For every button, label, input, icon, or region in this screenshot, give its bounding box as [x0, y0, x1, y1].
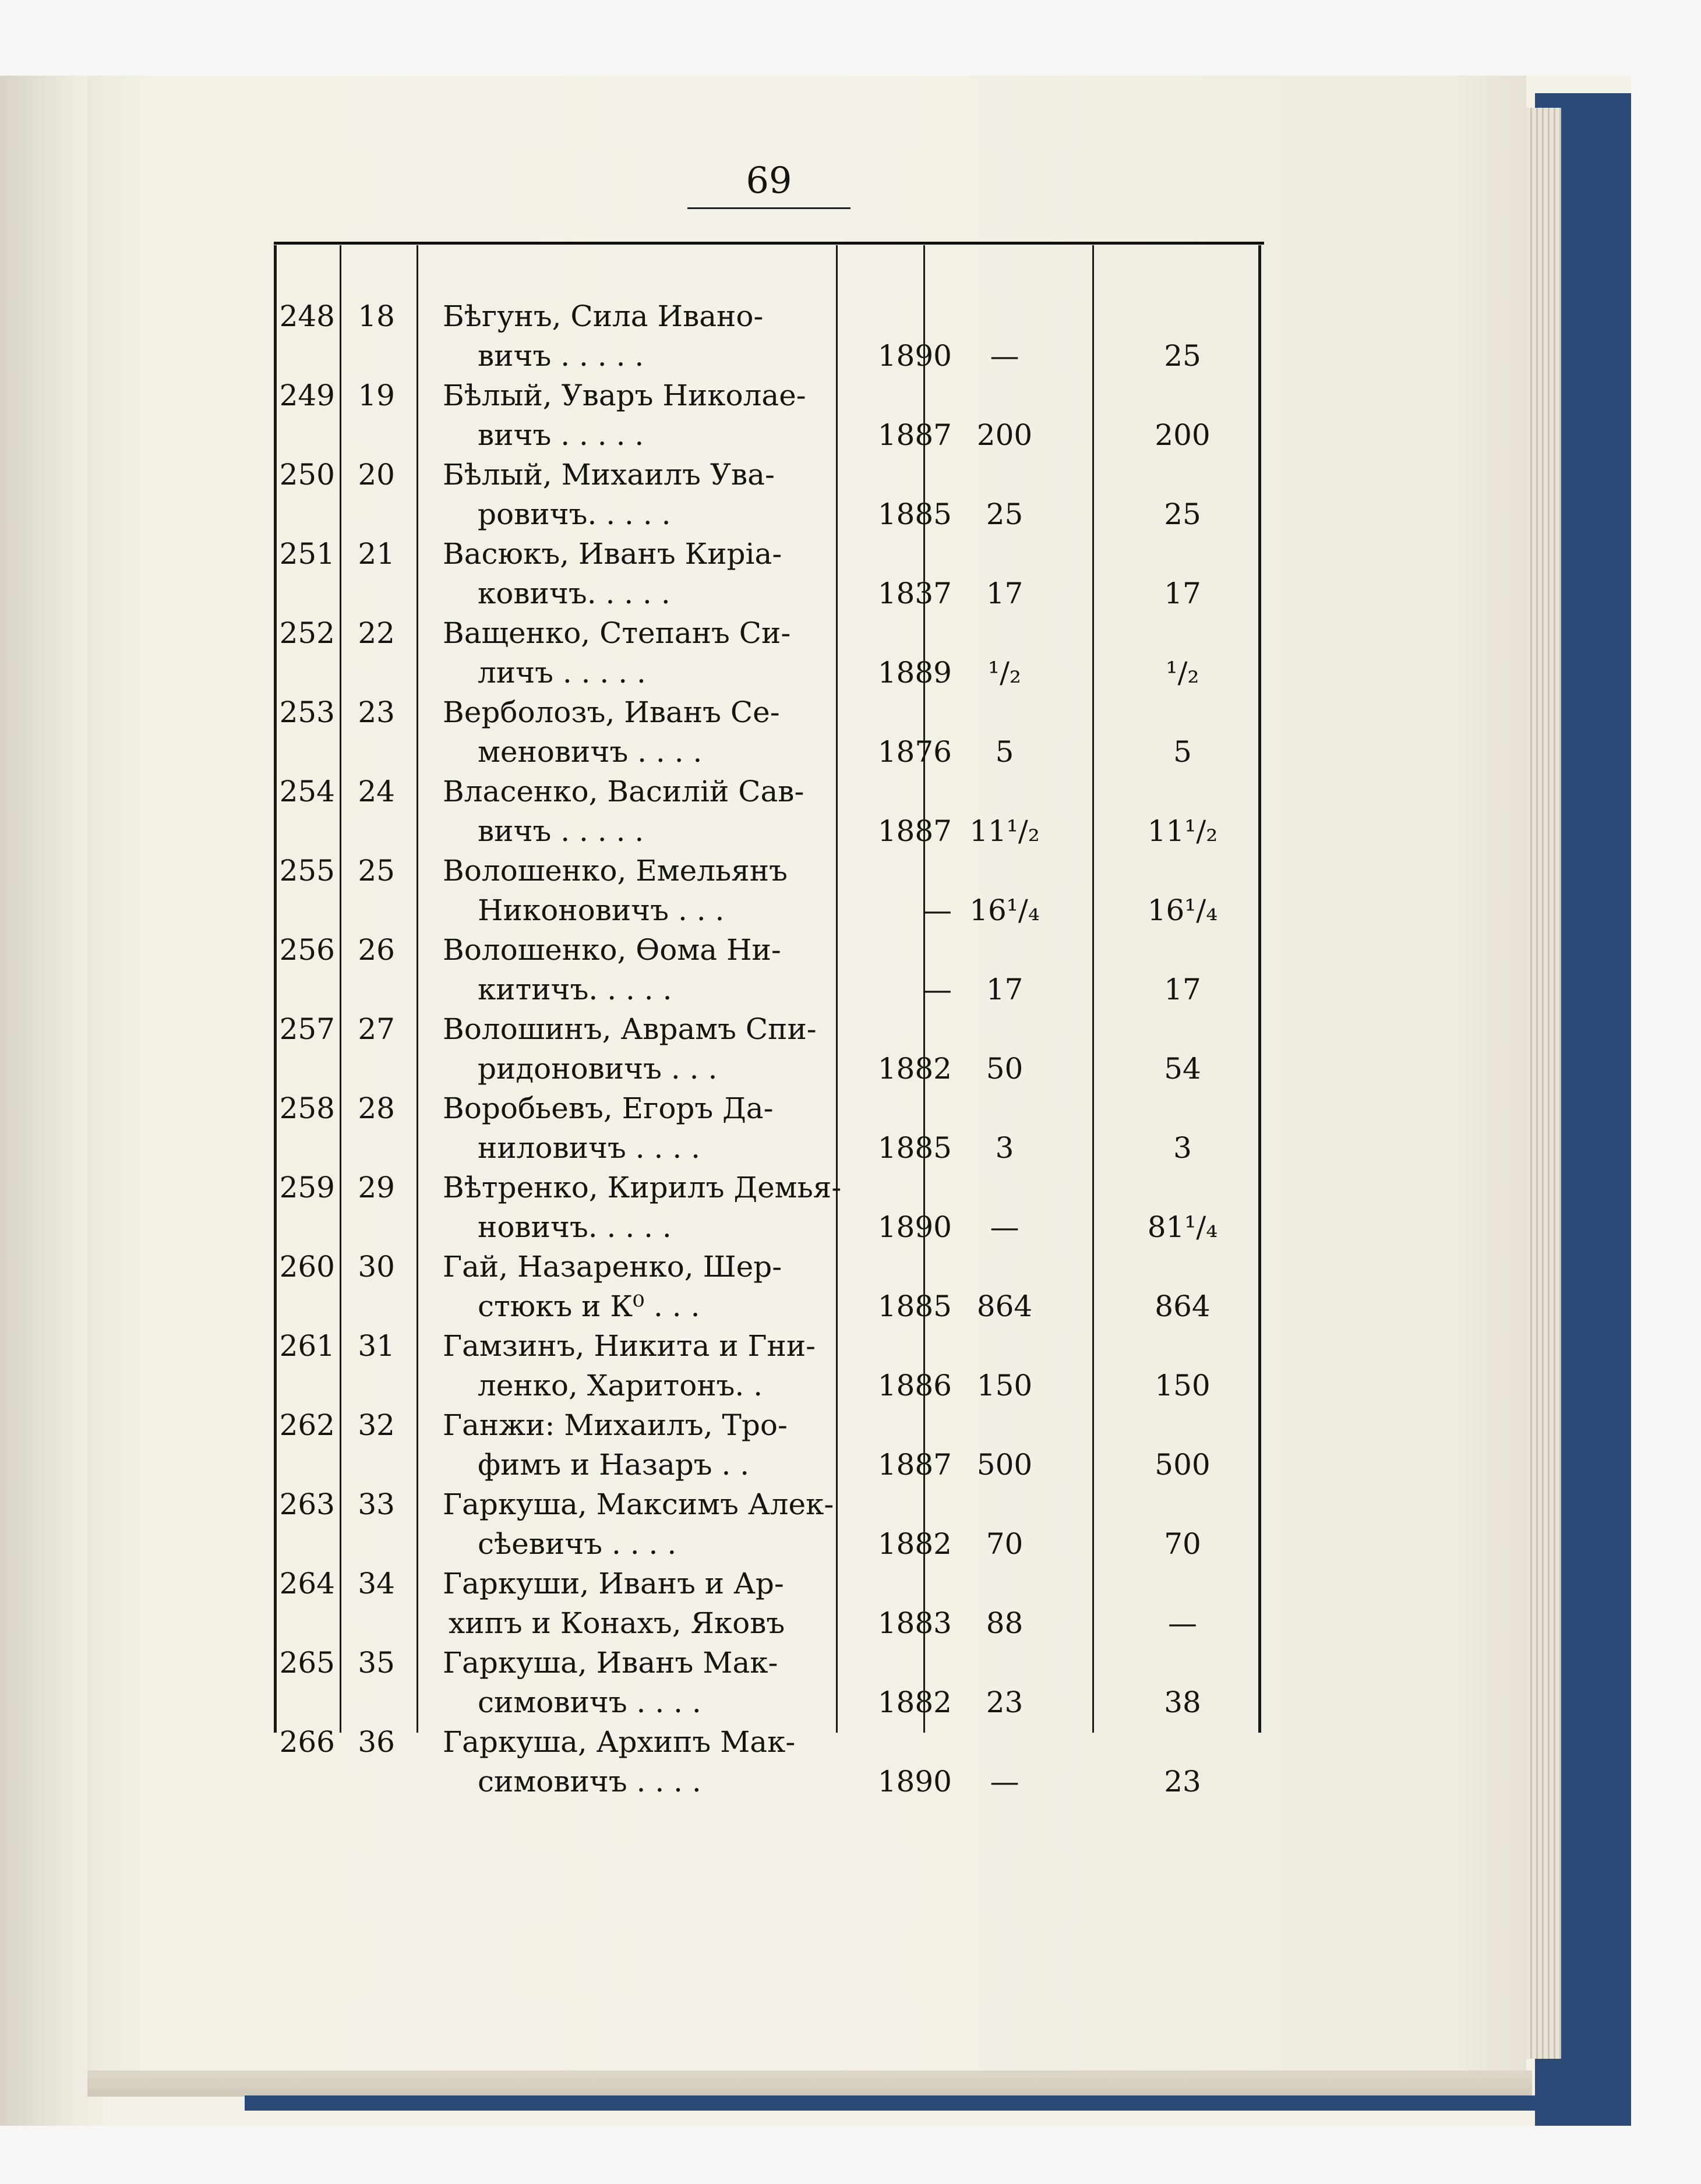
table-row: [274, 1089, 1264, 1168]
row-local-number: 30: [358, 1250, 395, 1284]
row-amount-1: 150: [976, 1369, 1033, 1402]
row-name-continuation: сѣевичъ . . . .: [478, 1527, 677, 1561]
row-local-number: 25: [358, 854, 395, 888]
row-amount-2: 25: [1164, 339, 1201, 373]
row-name-continuation: фимъ и Назаръ . .: [478, 1448, 750, 1482]
page-number-rule: [687, 207, 850, 209]
table-row: [274, 535, 1264, 614]
row-total-number: 250: [279, 458, 335, 492]
row-amount-1: 88: [986, 1606, 1024, 1640]
row-local-number: 31: [358, 1329, 395, 1363]
row-name: Волошинъ, Аврамъ Спи-: [443, 1012, 817, 1046]
row-amount-2: 11¹/₂: [1147, 814, 1218, 848]
row-amount-1: 864: [976, 1289, 1033, 1323]
row-amount-1: 50: [986, 1052, 1024, 1086]
row-name: Гамзинъ, Никита и Гни-: [443, 1329, 816, 1363]
row-total-number: 263: [279, 1487, 335, 1521]
row-name: Ганжи: Михаилъ, Тро-: [443, 1408, 788, 1442]
row-year: —: [923, 973, 952, 1006]
row-local-number: 19: [358, 379, 395, 412]
table-row: [274, 851, 1264, 931]
table-row: [274, 614, 1264, 693]
row-total-number: 252: [279, 616, 335, 650]
row-amount-1: 17: [986, 973, 1024, 1006]
row-year: —: [923, 893, 952, 927]
row-local-number: 36: [358, 1725, 395, 1759]
table-row: [274, 693, 1264, 772]
row-amount-1: 17: [986, 577, 1024, 610]
row-total-number: 249: [279, 379, 335, 412]
table-row: [274, 376, 1264, 455]
row-local-number: 28: [358, 1091, 395, 1125]
table-row: [274, 1248, 1264, 1327]
row-amount-2: 5: [1173, 735, 1192, 769]
row-local-number: 23: [358, 695, 395, 729]
table-row: [274, 1327, 1264, 1406]
row-name: Гай, Назаренко, Шер-: [443, 1250, 782, 1284]
row-amount-2: 17: [1164, 577, 1201, 610]
table-row: [274, 1010, 1264, 1089]
row-year: 1886: [877, 1369, 952, 1402]
row-year: 1890: [877, 1210, 952, 1244]
row-year: 1883: [877, 1606, 952, 1640]
row-local-number: 29: [358, 1171, 395, 1204]
row-name-continuation: новичъ. . . . .: [478, 1210, 672, 1244]
row-name-continuation: симовичъ . . . .: [478, 1685, 701, 1719]
row-name-continuation: меновичъ . . . .: [478, 735, 703, 769]
row-year: 1887: [877, 1448, 952, 1482]
row-name-continuation: вичъ . . . . .: [478, 339, 644, 373]
row-amount-1: ¹/₂: [988, 656, 1021, 690]
row-total-number: 253: [279, 695, 335, 729]
row-amount-2: 16¹/₄: [1147, 893, 1218, 927]
row-total-number: 265: [279, 1646, 335, 1680]
row-local-number: 34: [358, 1567, 395, 1600]
row-amount-1: 500: [976, 1448, 1033, 1482]
row-amount-1: 200: [976, 418, 1033, 452]
row-total-number: 256: [279, 933, 335, 967]
row-amount-1: 16¹/₄: [969, 893, 1040, 927]
table-row: [274, 1485, 1264, 1564]
register-table: [274, 242, 1264, 1798]
row-total-number: 262: [279, 1408, 335, 1442]
row-name: Васюкъ, Иванъ Киріа-: [443, 537, 782, 571]
row-name-continuation: ленко, Харитонъ. .: [478, 1369, 763, 1402]
row-year: 1882: [877, 1527, 952, 1561]
scan-border-right: [1631, 0, 1701, 2184]
row-amount-2: 25: [1164, 497, 1201, 531]
row-local-number: 22: [358, 616, 395, 650]
page-bottom-edge: [87, 2070, 1532, 2097]
row-name-continuation: стюкъ и К⁰ . . .: [478, 1289, 700, 1323]
row-local-number: 35: [358, 1646, 395, 1680]
row-year: 1890: [877, 1765, 952, 1798]
table-row: [274, 1564, 1264, 1644]
row-amount-1: 25: [986, 497, 1024, 531]
row-name-continuation: ровичъ. . . . .: [478, 497, 671, 531]
table-top-rule: [274, 242, 1264, 245]
row-name-continuation: Никоновичъ . . .: [478, 893, 725, 927]
row-name-continuation: вичъ . . . . .: [478, 418, 644, 452]
row-amount-1: —: [990, 339, 1019, 373]
row-name: Ващенко, Степанъ Си-: [443, 616, 791, 650]
row-amount-1: 70: [986, 1527, 1024, 1561]
row-year: 1890: [877, 339, 952, 373]
row-amount-2: —: [1168, 1606, 1197, 1640]
row-amount-2: 23: [1164, 1765, 1201, 1798]
row-name: Гаркуши, Иванъ и Ар-: [443, 1567, 784, 1600]
row-amount-2: 3: [1173, 1131, 1192, 1165]
row-year: 1885: [877, 497, 952, 531]
row-local-number: 33: [358, 1487, 395, 1521]
row-name: Гаркуша, Максимъ Алек-: [443, 1487, 834, 1521]
row-name: Бѣгунъ, Сила Ивано-: [443, 299, 764, 333]
book-cover-bottom: [245, 2095, 1561, 2111]
page-number: 69: [746, 159, 792, 202]
row-name: Гаркуша, Иванъ Мак-: [443, 1646, 778, 1680]
row-name-continuation: личъ . . . . .: [478, 656, 646, 690]
row-name: Бѣлый, Уваръ Николае-: [443, 379, 806, 412]
row-name-continuation: вичъ . . . . .: [478, 814, 644, 848]
table-row: [274, 1406, 1264, 1485]
row-total-number: 260: [279, 1250, 335, 1284]
scan-border-bottom: [0, 2126, 1701, 2184]
row-local-number: 26: [358, 933, 395, 967]
row-amount-1: —: [990, 1765, 1019, 1798]
row-total-number: 257: [279, 1012, 335, 1046]
row-name: Гаркуша, Архипъ Мак-: [443, 1725, 796, 1759]
table-row: [274, 1644, 1264, 1723]
row-total-number: 259: [279, 1171, 335, 1204]
row-amount-2: 200: [1155, 418, 1211, 452]
row-year: 1882: [877, 1685, 952, 1719]
row-amount-1: 11¹/₂: [969, 814, 1040, 848]
row-name-continuation: ридоновичъ . . .: [478, 1052, 718, 1086]
row-total-number: 258: [279, 1091, 335, 1125]
row-name: Вѣтренко, Кирилъ Демья-: [443, 1171, 842, 1204]
row-amount-2: 54: [1164, 1052, 1201, 1086]
row-name: Воробьевъ, Егоръ Да-: [443, 1091, 774, 1125]
table-row: [274, 455, 1264, 535]
row-total-number: 248: [279, 299, 335, 333]
row-total-number: 266: [279, 1725, 335, 1759]
row-amount-2: 81¹/₄: [1147, 1210, 1218, 1244]
table-row: [274, 772, 1264, 851]
row-local-number: 20: [358, 458, 395, 492]
row-amount-1: 5: [995, 735, 1014, 769]
row-total-number: 255: [279, 854, 335, 888]
row-amount-2: 864: [1155, 1289, 1211, 1323]
row-year: 1887: [877, 814, 952, 848]
row-amount-1: 23: [986, 1685, 1024, 1719]
row-amount-2: 500: [1155, 1448, 1211, 1482]
row-year: 1887: [877, 418, 952, 452]
row-local-number: 24: [358, 775, 395, 808]
row-name-continuation: симовичъ . . . .: [478, 1765, 701, 1798]
row-year: 1876: [877, 735, 952, 769]
row-year: 1882: [877, 1052, 952, 1086]
row-name-continuation: ниловичъ . . . .: [478, 1131, 701, 1165]
row-local-number: 18: [358, 299, 395, 333]
row-amount-2: 150: [1155, 1369, 1211, 1402]
row-local-number: 32: [358, 1408, 395, 1442]
table-row: [274, 931, 1264, 1010]
table-row: [274, 1168, 1264, 1248]
table-row: [274, 297, 1264, 376]
row-name-continuation: китичъ. . . . .: [478, 973, 672, 1006]
row-year: 1885: [877, 1289, 952, 1323]
row-name: Власенко, Василій Сав-: [443, 775, 804, 808]
row-year: 1889: [877, 656, 952, 690]
row-name: Волошенко, Емельянъ: [443, 854, 788, 888]
row-amount-2: 70: [1164, 1527, 1201, 1561]
row-amount-1: —: [990, 1210, 1019, 1244]
row-local-number: 21: [358, 537, 395, 571]
row-amount-2: 38: [1164, 1685, 1201, 1719]
row-amount-2: ¹/₂: [1166, 656, 1199, 690]
row-name: Бѣлый, Михаилъ Ува-: [443, 458, 775, 492]
row-amount-1: 3: [995, 1131, 1014, 1165]
row-total-number: 251: [279, 537, 335, 571]
row-total-number: 261: [279, 1329, 335, 1363]
row-amount-2: 17: [1164, 973, 1201, 1006]
row-total-number: 264: [279, 1567, 335, 1600]
row-total-number: 254: [279, 775, 335, 808]
row-local-number: 27: [358, 1012, 395, 1046]
table-row: [274, 1723, 1264, 1802]
row-year: 1837: [877, 577, 952, 610]
row-name: Верболозъ, Иванъ Се-: [443, 695, 780, 729]
row-name: Волошенко, Ѳома Ни-: [443, 933, 781, 967]
scan-border-top: [0, 0, 1701, 76]
row-name-continuation: ковичъ. . . . .: [478, 577, 670, 610]
row-name-continuation: хипъ и Конахъ, Яковъ: [449, 1606, 785, 1640]
row-year: 1885: [877, 1131, 952, 1165]
